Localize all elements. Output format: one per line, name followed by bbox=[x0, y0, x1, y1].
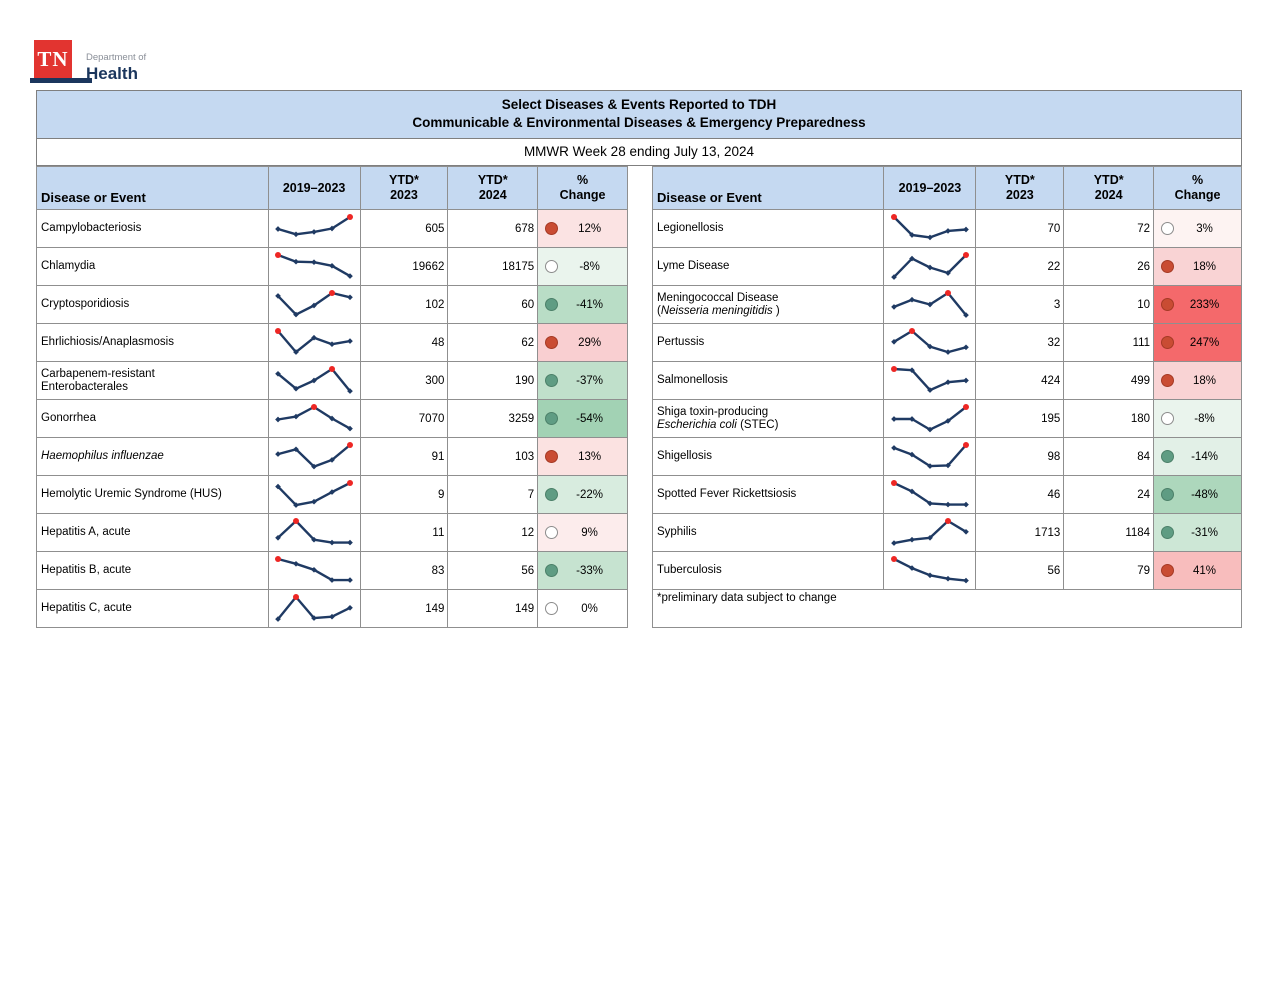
pct-change-value: 0% bbox=[581, 602, 598, 615]
ytd-2024-value: 499 bbox=[1064, 362, 1154, 400]
disease-name: Shigellosis bbox=[652, 438, 884, 476]
ytd-2024-value: 72 bbox=[1064, 210, 1154, 248]
table-row bbox=[37, 400, 628, 438]
increase-icon bbox=[545, 450, 558, 463]
pct-change-value: 18% bbox=[1193, 260, 1217, 273]
ytd-2023-value: 102 bbox=[360, 286, 448, 324]
tn-logo-icon: TN bbox=[34, 40, 72, 78]
col-header-ytd2024: YTD* 2024 bbox=[448, 167, 538, 210]
ytd-2023-value: 19662 bbox=[360, 248, 448, 286]
decrease-icon bbox=[1161, 488, 1174, 501]
logo-department-of: Department of bbox=[86, 52, 147, 63]
table-row bbox=[37, 324, 628, 362]
left-header-row bbox=[37, 167, 628, 210]
sparkline-high-point bbox=[275, 252, 281, 258]
disease-name: Campylobacteriosis bbox=[37, 210, 269, 248]
no-change-icon bbox=[545, 602, 558, 615]
trend-sparkline bbox=[270, 326, 358, 360]
decrease-icon bbox=[545, 564, 558, 577]
ytd-2024-value: 12 bbox=[448, 514, 538, 552]
trend-cell bbox=[268, 476, 360, 514]
pct-change-cell bbox=[538, 286, 628, 324]
trend-sparkline bbox=[886, 326, 974, 360]
disease-name: Carbapenem-resistant Enterobacterales bbox=[37, 362, 269, 400]
sparkline-high-point bbox=[963, 404, 969, 410]
trend-cell bbox=[884, 400, 976, 438]
ytd-2023-value: 11 bbox=[360, 514, 448, 552]
trend-sparkline bbox=[270, 364, 358, 398]
pct-change-cell bbox=[1154, 552, 1242, 590]
ytd-2024-value: 10 bbox=[1064, 286, 1154, 324]
tdh-logo bbox=[34, 40, 254, 88]
trend-cell bbox=[884, 210, 976, 248]
trend-sparkline bbox=[270, 402, 358, 436]
no-change-icon bbox=[545, 526, 558, 539]
ytd-2024-value: 3259 bbox=[448, 400, 538, 438]
pct-change-value: 41% bbox=[1193, 564, 1217, 577]
trend-cell bbox=[268, 248, 360, 286]
pct-change-value: -54% bbox=[576, 412, 603, 425]
footnote-row bbox=[652, 590, 1241, 628]
pct-change-value: 9% bbox=[581, 526, 598, 539]
disease-name: Shiga toxin-producing Escherichia coli (STEC) bbox=[652, 400, 884, 438]
right-disease-table bbox=[652, 166, 1242, 628]
pct-change-cell bbox=[538, 438, 628, 476]
pct-change-cell bbox=[538, 324, 628, 362]
increase-icon bbox=[1161, 374, 1174, 387]
increase-icon bbox=[1161, 298, 1174, 311]
disease-name: Chlamydia bbox=[37, 248, 269, 286]
sparkline-high-point bbox=[347, 480, 353, 486]
pct-change-cell bbox=[1154, 362, 1242, 400]
ytd-2024-value: 678 bbox=[448, 210, 538, 248]
no-change-icon bbox=[1161, 222, 1174, 235]
tables-container bbox=[36, 166, 1242, 628]
trend-sparkline bbox=[886, 364, 974, 398]
pct-change-value: 12% bbox=[578, 222, 602, 235]
increase-icon bbox=[545, 336, 558, 349]
pct-change-cell bbox=[1154, 248, 1242, 286]
pct-change-value: 29% bbox=[578, 336, 602, 349]
pct-change-cell bbox=[1154, 210, 1242, 248]
ytd-2024-value: 26 bbox=[1064, 248, 1154, 286]
decrease-icon bbox=[1161, 450, 1174, 463]
trend-sparkline bbox=[886, 516, 974, 550]
sparkline-high-point bbox=[311, 404, 317, 410]
pct-change-value: -8% bbox=[1194, 412, 1215, 425]
table-row bbox=[652, 210, 1241, 248]
sparkline-high-point bbox=[347, 442, 353, 448]
disease-name: Syphilis bbox=[652, 514, 884, 552]
ytd-2024-value: 24 bbox=[1064, 476, 1154, 514]
table-row bbox=[37, 590, 628, 628]
col-header-disease: Disease or Event bbox=[652, 167, 884, 210]
trend-sparkline bbox=[270, 440, 358, 474]
trend-sparkline bbox=[270, 250, 358, 284]
pct-change-value: -37% bbox=[576, 374, 603, 387]
trend-sparkline bbox=[270, 554, 358, 588]
table-row bbox=[37, 248, 628, 286]
ytd-2024-value: 111 bbox=[1064, 324, 1154, 362]
decrease-icon bbox=[545, 298, 558, 311]
table-row bbox=[37, 476, 628, 514]
disease-name: Hepatitis C, acute bbox=[37, 590, 269, 628]
table-row bbox=[652, 400, 1241, 438]
right-header-row bbox=[652, 167, 1241, 210]
ytd-2024-value: 84 bbox=[1064, 438, 1154, 476]
logo-underline bbox=[30, 78, 92, 83]
table-row bbox=[652, 552, 1241, 590]
ytd-2024-value: 62 bbox=[448, 324, 538, 362]
sparkline-high-point bbox=[963, 442, 969, 448]
pct-change-cell bbox=[538, 400, 628, 438]
trend-sparkline bbox=[886, 554, 974, 588]
ytd-2024-value: 180 bbox=[1064, 400, 1154, 438]
ytd-2024-value: 56 bbox=[448, 552, 538, 590]
col-header-pct-change: % Change bbox=[1154, 167, 1242, 210]
ytd-2024-value: 103 bbox=[448, 438, 538, 476]
ytd-2023-value: 46 bbox=[976, 476, 1064, 514]
trend-sparkline bbox=[886, 402, 974, 436]
no-change-icon bbox=[545, 260, 558, 273]
ytd-2024-value: 79 bbox=[1064, 552, 1154, 590]
sparkline-high-point bbox=[347, 214, 353, 220]
pct-change-value: -14% bbox=[1191, 450, 1218, 463]
report-title-bar bbox=[36, 90, 1242, 139]
increase-icon bbox=[1161, 564, 1174, 577]
pct-change-cell bbox=[1154, 324, 1242, 362]
preliminary-data-footnote: *preliminary data subject to change bbox=[652, 590, 1241, 628]
pct-change-value: 3% bbox=[1196, 222, 1213, 235]
ytd-2023-value: 70 bbox=[976, 210, 1064, 248]
disease-name: Salmonellosis bbox=[652, 362, 884, 400]
sparkline-high-point bbox=[891, 556, 897, 562]
trend-cell bbox=[884, 552, 976, 590]
trend-cell bbox=[268, 590, 360, 628]
disease-name: Hepatitis A, acute bbox=[37, 514, 269, 552]
disease-name: Hemolytic Uremic Syndrome (HUS) bbox=[37, 476, 269, 514]
ytd-2023-value: 195 bbox=[976, 400, 1064, 438]
left-disease-table bbox=[36, 166, 628, 628]
disease-name: Legionellosis bbox=[652, 210, 884, 248]
col-header-ytd2023: YTD* 2023 bbox=[360, 167, 448, 210]
pct-change-cell bbox=[538, 514, 628, 552]
table-gap bbox=[628, 166, 652, 628]
pct-change-value: 233% bbox=[1189, 298, 1220, 311]
trend-cell bbox=[268, 438, 360, 476]
sparkline-high-point bbox=[275, 328, 281, 334]
table-row bbox=[652, 438, 1241, 476]
trend-sparkline bbox=[886, 440, 974, 474]
trend-cell bbox=[268, 286, 360, 324]
sparkline-high-point bbox=[329, 366, 335, 372]
ytd-2023-value: 424 bbox=[976, 362, 1064, 400]
sparkline-high-point bbox=[329, 290, 335, 296]
sparkline-high-point bbox=[891, 480, 897, 486]
logo-health: Health bbox=[86, 64, 138, 83]
ytd-2024-value: 60 bbox=[448, 286, 538, 324]
pct-change-cell bbox=[1154, 514, 1242, 552]
disease-name: Tuberculosis bbox=[652, 552, 884, 590]
pct-change-cell bbox=[1154, 438, 1242, 476]
pct-change-value: -33% bbox=[576, 564, 603, 577]
decrease-icon bbox=[1161, 526, 1174, 539]
sparkline-high-point bbox=[891, 214, 897, 220]
disease-name: Meningococcal Disease (Neisseria meningitidis ) bbox=[652, 286, 884, 324]
col-header-ytd2024: YTD* 2024 bbox=[1064, 167, 1154, 210]
sparkline-high-point bbox=[275, 556, 281, 562]
disease-name: Pertussis bbox=[652, 324, 884, 362]
col-header-disease: Disease or Event bbox=[37, 167, 269, 210]
trend-cell bbox=[268, 324, 360, 362]
increase-icon bbox=[1161, 336, 1174, 349]
disease-name: Cryptosporidiosis bbox=[37, 286, 269, 324]
pct-change-value: 247% bbox=[1189, 336, 1220, 349]
surveillance-report bbox=[36, 90, 1242, 628]
ytd-2023-value: 32 bbox=[976, 324, 1064, 362]
pct-change-value: -48% bbox=[1191, 488, 1218, 501]
pct-change-cell bbox=[538, 590, 628, 628]
trend-sparkline bbox=[270, 478, 358, 512]
decrease-icon bbox=[545, 374, 558, 387]
no-change-icon bbox=[1161, 412, 1174, 425]
trend-cell bbox=[268, 514, 360, 552]
trend-sparkline bbox=[270, 288, 358, 322]
ytd-2023-value: 83 bbox=[360, 552, 448, 590]
trend-cell bbox=[884, 324, 976, 362]
pct-change-value: -41% bbox=[576, 298, 603, 311]
table-row bbox=[37, 210, 628, 248]
ytd-2024-value: 190 bbox=[448, 362, 538, 400]
ytd-2023-value: 300 bbox=[360, 362, 448, 400]
trend-cell bbox=[884, 248, 976, 286]
table-row bbox=[652, 362, 1241, 400]
trend-cell bbox=[884, 514, 976, 552]
ytd-2023-value: 48 bbox=[360, 324, 448, 362]
sparkline-high-point bbox=[891, 366, 897, 372]
pct-change-value: -22% bbox=[576, 488, 603, 501]
trend-cell bbox=[884, 286, 976, 324]
mmwr-week-subtitle: MMWR Week 28 ending July 13, 2024 bbox=[36, 139, 1242, 166]
ytd-2024-value: 18175 bbox=[448, 248, 538, 286]
trend-cell bbox=[884, 362, 976, 400]
sparkline-high-point bbox=[293, 594, 299, 600]
pct-change-cell bbox=[538, 552, 628, 590]
ytd-2024-value: 149 bbox=[448, 590, 538, 628]
trend-sparkline bbox=[886, 288, 974, 322]
decrease-icon bbox=[545, 488, 558, 501]
ytd-2023-value: 56 bbox=[976, 552, 1064, 590]
ytd-2023-value: 98 bbox=[976, 438, 1064, 476]
disease-name: Ehrlichiosis/Anaplasmosis bbox=[37, 324, 269, 362]
pct-change-cell bbox=[1154, 400, 1242, 438]
ytd-2023-value: 605 bbox=[360, 210, 448, 248]
col-header-trend: 2019–2023 bbox=[268, 167, 360, 210]
trend-cell bbox=[884, 476, 976, 514]
ytd-2023-value: 22 bbox=[976, 248, 1064, 286]
col-header-trend: 2019–2023 bbox=[884, 167, 976, 210]
pct-change-cell bbox=[538, 362, 628, 400]
trend-cell bbox=[268, 552, 360, 590]
sparkline-high-point bbox=[945, 290, 951, 296]
report-title-line1: Select Diseases & Events Reported to TDH bbox=[501, 97, 777, 112]
decrease-icon bbox=[545, 412, 558, 425]
table-row bbox=[37, 362, 628, 400]
table-row bbox=[37, 514, 628, 552]
sparkline-high-point bbox=[909, 328, 915, 334]
ytd-2023-value: 91 bbox=[360, 438, 448, 476]
col-header-pct-change: % Change bbox=[538, 167, 628, 210]
table-row bbox=[37, 438, 628, 476]
pct-change-cell bbox=[538, 248, 628, 286]
sparkline-high-point bbox=[945, 518, 951, 524]
trend-cell bbox=[268, 362, 360, 400]
trend-cell bbox=[884, 438, 976, 476]
ytd-2023-value: 9 bbox=[360, 476, 448, 514]
pct-change-cell bbox=[1154, 286, 1242, 324]
col-header-ytd2023: YTD* 2023 bbox=[976, 167, 1064, 210]
table-row bbox=[652, 476, 1241, 514]
pct-change-value: -8% bbox=[579, 260, 600, 273]
trend-sparkline bbox=[270, 516, 358, 550]
pct-change-value: 18% bbox=[1193, 374, 1217, 387]
increase-icon bbox=[545, 222, 558, 235]
trend-sparkline bbox=[886, 478, 974, 512]
trend-cell bbox=[268, 400, 360, 438]
disease-name: Hepatitis B, acute bbox=[37, 552, 269, 590]
sparkline-high-point bbox=[963, 252, 969, 258]
ytd-2023-value: 3 bbox=[976, 286, 1064, 324]
disease-name: Spotted Fever Rickettsiosis bbox=[652, 476, 884, 514]
trend-sparkline bbox=[886, 212, 974, 246]
disease-name: Gonorrhea bbox=[37, 400, 269, 438]
table-row bbox=[652, 286, 1241, 324]
table-row bbox=[37, 286, 628, 324]
disease-name: Haemophilus influenzae bbox=[37, 438, 269, 476]
pct-change-value: -31% bbox=[1191, 526, 1218, 539]
sparkline-high-point bbox=[293, 518, 299, 524]
trend-cell bbox=[268, 210, 360, 248]
ytd-2023-value: 1713 bbox=[976, 514, 1064, 552]
disease-name: Lyme Disease bbox=[652, 248, 884, 286]
increase-icon bbox=[1161, 260, 1174, 273]
trend-sparkline bbox=[886, 250, 974, 284]
trend-sparkline bbox=[270, 212, 358, 246]
trend-sparkline bbox=[270, 592, 358, 626]
pct-change-cell bbox=[538, 476, 628, 514]
ytd-2024-value: 1184 bbox=[1064, 514, 1154, 552]
pct-change-value: 13% bbox=[578, 450, 602, 463]
ytd-2023-value: 149 bbox=[360, 590, 448, 628]
ytd-2023-value: 7070 bbox=[360, 400, 448, 438]
table-row bbox=[652, 324, 1241, 362]
report-title-line2: Communicable & Environmental Diseases & Emergency Preparedness bbox=[412, 115, 866, 130]
pct-change-cell bbox=[538, 210, 628, 248]
table-row bbox=[652, 514, 1241, 552]
ytd-2024-value: 7 bbox=[448, 476, 538, 514]
table-row bbox=[37, 552, 628, 590]
table-row bbox=[652, 248, 1241, 286]
pct-change-cell bbox=[1154, 476, 1242, 514]
